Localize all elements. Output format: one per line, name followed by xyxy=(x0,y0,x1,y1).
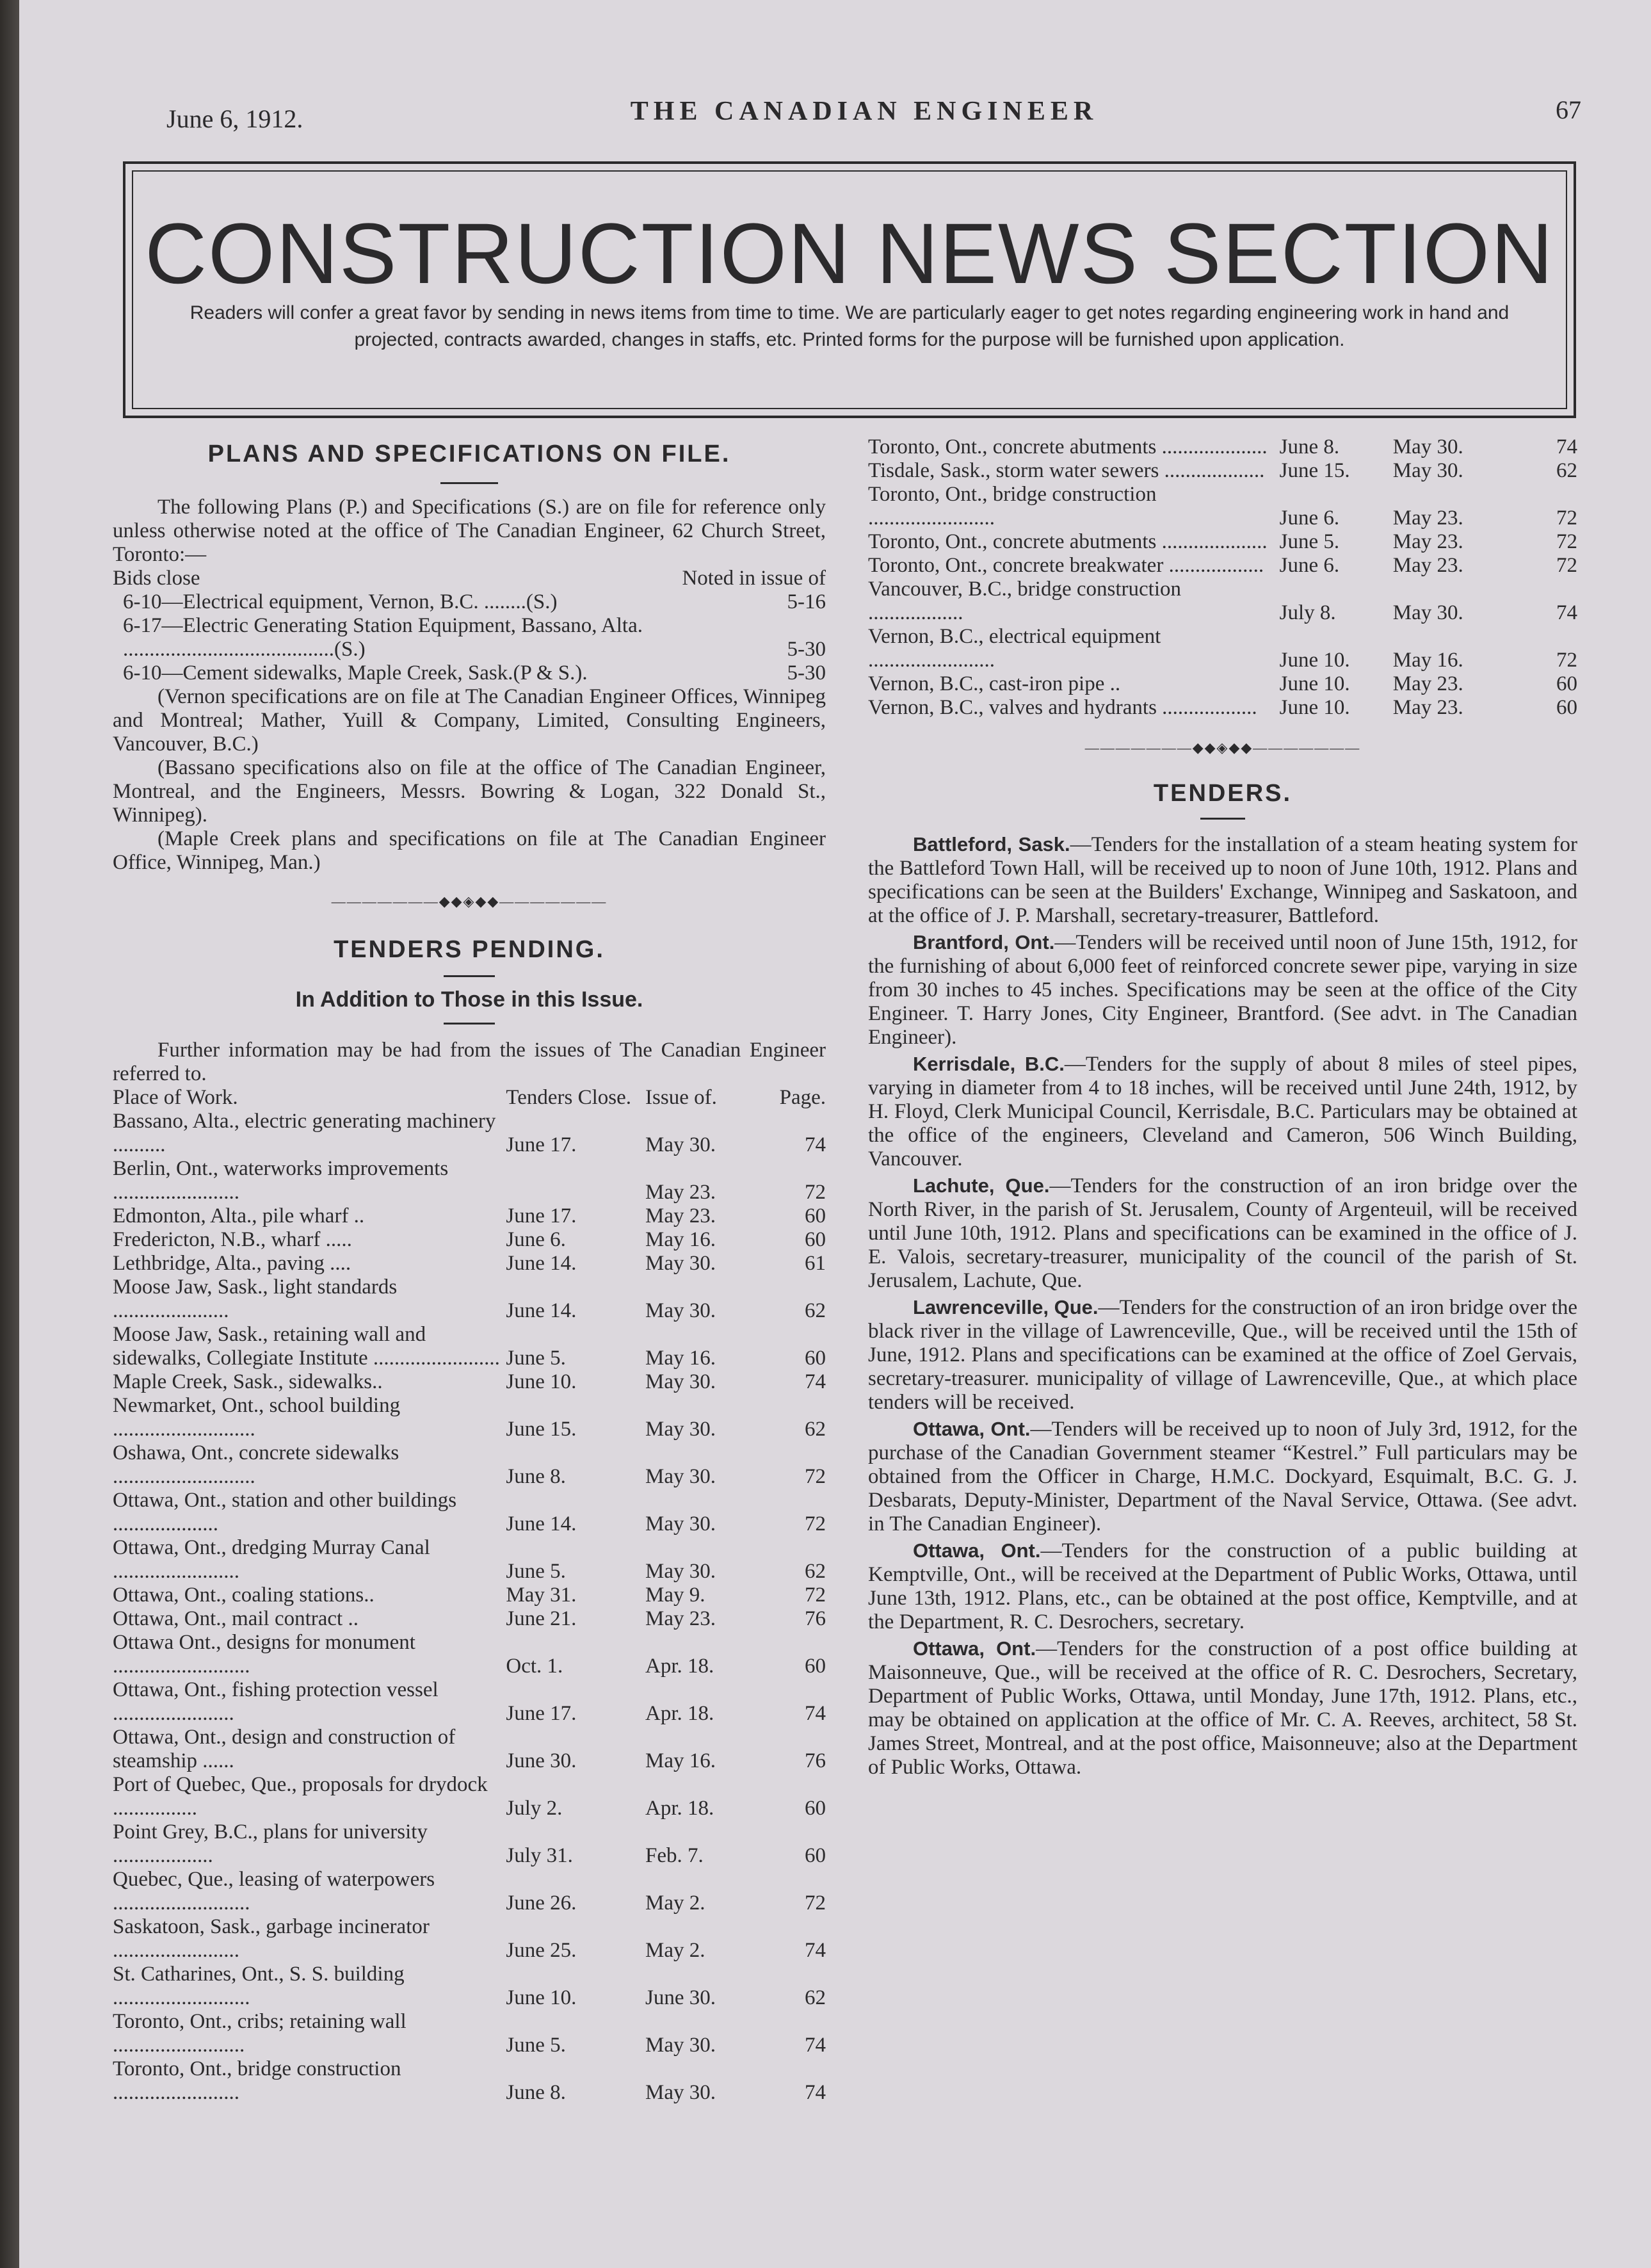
plan-item xyxy=(113,614,826,661)
cell-page: 72 xyxy=(805,1465,826,1488)
plan-item-issue: 5-30 xyxy=(787,661,826,684)
noted-label: Noted in issue of xyxy=(682,567,826,590)
cell-close: June 8. xyxy=(506,1465,566,1488)
plan-item xyxy=(113,590,826,614)
tender-place: Battleford, Sask. xyxy=(913,833,1070,855)
cell-place: Vernon, B.C., electrical equipment ........................ xyxy=(868,625,1161,672)
cell-place: Moose Jaw, Sask., retaining wall and sidewalks, Collegiate Institute ........................ xyxy=(113,1323,500,1370)
cell-page: 74 xyxy=(1556,435,1577,458)
cell-page: 60 xyxy=(805,1797,826,1820)
table-row xyxy=(868,578,1577,625)
cell-close: June 10. xyxy=(1279,649,1350,672)
cell-close: May 31. xyxy=(506,1584,577,1607)
cell-place: Berlin, Ont., waterworks improvements ........................ xyxy=(113,1157,449,1204)
table-row xyxy=(113,1228,826,1252)
cell-place: Toronto, Ont., concrete abutments .................... xyxy=(868,530,1268,553)
cell-page: 60 xyxy=(1556,672,1577,695)
cell-close: June 15. xyxy=(506,1418,577,1441)
tender-text: —Tenders will be received until noon of June 15th, 1912, for the furnishing of about 6,000 feet of reinforced concrete sewer pipe, varying in size from 30 inches to 45 inches. Specifications may be seen at the office of the City Engineer. T. Harry Jones, City Engineer, Brantford. (See advt. in The Canadian Engineer). xyxy=(868,931,1578,1049)
cell-place: Ottawa, Ont., mail contract .. xyxy=(113,1607,358,1630)
table-row xyxy=(113,1607,826,1631)
ornament-divider: ———————◆◆◈◆◆——————— xyxy=(331,893,608,909)
cell-close: Oct. 1. xyxy=(506,1655,563,1678)
tender-place: Kerrisdale, B.C. xyxy=(913,1053,1065,1075)
plan-note: (Bassano specifications also on file at the office of The Canadian Engineer, Montreal, and the Engineers, Messrs. Bowring & Logan, 322 Donald St., Winnipeg). xyxy=(113,756,826,827)
table-row xyxy=(868,625,1577,672)
tender-text: —Tenders for the construction of an iron bridge over the black river in the village of Lawrenceville, Que., will be received until the 15th of June, 1912. Plans and specifications can be examined at the office of Zoel Gervais, secretary-treasurer. municipality of village of Lawrenceville, Que., at which place tenders will be received. xyxy=(868,1296,1577,1414)
ornament-divider: ———————◆◆◈◆◆——————— xyxy=(1084,740,1361,756)
cell-page: 74 xyxy=(805,1370,826,1393)
cell-page: 60 xyxy=(805,1228,826,1251)
cell-page: 60 xyxy=(805,1844,826,1867)
cell-page: 76 xyxy=(805,1607,826,1630)
tenders-pending-table xyxy=(113,1086,826,2105)
table-row xyxy=(113,1252,826,1276)
table-row xyxy=(113,1773,826,1820)
cell-place: Vernon, B.C., valves and hydrants .................. xyxy=(868,696,1257,719)
tenders-pending-subheading: In Addition to Those in this Issue. xyxy=(295,987,643,1012)
table-row xyxy=(113,1489,826,1536)
cell-close: June 25. xyxy=(506,1939,577,1962)
table-row xyxy=(113,1441,826,1489)
cell-page: 62 xyxy=(805,1560,826,1583)
cell-close: June 6. xyxy=(506,1228,566,1251)
cell-page: 60 xyxy=(1556,696,1577,719)
header-date: June 6, 1912. xyxy=(166,104,303,133)
tender-text: —Tenders for the construction of an iron bridge over the North River, in the parish of St. Jerusalem, County of Argenteuil, will be received until June 10th, 1912. Plans and specifications can be examined in the office of J. E. Valois, secretary-treasurer, municipality of the council of the parish of St. Jerusalem, Lachute, Que. xyxy=(868,1174,1577,1292)
cell-place: Bassano, Alta., electric generating machinery .......... xyxy=(113,1110,496,1156)
cell-page: 61 xyxy=(805,1252,826,1275)
cell-page: 74 xyxy=(805,2034,826,2057)
cell-close: June 17. xyxy=(506,1133,577,1156)
cell-close: June 30. xyxy=(506,1749,577,1772)
cell-close: June 6. xyxy=(1279,506,1340,530)
cell-issue: May 30. xyxy=(645,1560,716,1583)
cell-close: June 14. xyxy=(506,1512,577,1535)
table-row xyxy=(113,1726,826,1773)
table-row xyxy=(868,459,1577,483)
left-column xyxy=(113,435,826,2105)
cell-issue: May 16. xyxy=(1392,649,1463,672)
cell-place: Ottawa Ont., designs for monument .......................... xyxy=(113,1631,415,1678)
section-title: CONSTRUCTION NEWS SECTION xyxy=(145,206,1554,302)
tender-place: Ottawa, Ont. xyxy=(913,1418,1031,1440)
cell-place: Toronto, Ont., bridge construction ........................ xyxy=(868,483,1157,530)
cell-place: Edmonton, Alta., pile wharf .. xyxy=(113,1204,365,1227)
table-row xyxy=(113,1868,826,1915)
table-row xyxy=(868,554,1577,578)
table-row xyxy=(113,1963,826,2010)
tender-place: Ottawa, Ont. xyxy=(913,1539,1041,1562)
tender-item xyxy=(868,832,1577,928)
table-header-row xyxy=(113,1086,826,1110)
cell-page: 72 xyxy=(1556,554,1577,577)
rule xyxy=(1200,818,1245,820)
plans-intro: The following Plans (P.) and Specifications (S.) are on file for reference only unless otherwise noted at the office of The Canadian Engineer, 62 Church Street, Toronto:— xyxy=(113,496,826,566)
cell-issue: May 30. xyxy=(645,1465,716,1488)
tenders-pending-intro: Further information may be had from the issues of The Canadian Engineer referred to. xyxy=(113,1039,826,1085)
cell-issue: May 30. xyxy=(645,1252,716,1275)
cell-issue: May 30. xyxy=(645,1512,716,1535)
table-row xyxy=(113,1820,826,1868)
cell-issue: May 16. xyxy=(645,1228,716,1251)
cell-issue: Apr. 18. xyxy=(645,1797,714,1820)
cell-issue: May 23. xyxy=(645,1204,716,1227)
tender-text: —Tenders for the supply of about 8 miles of steel pipes, varying in diameter from 4 to 18 inches, will be received until June 24th, 1912, by H. Floyd, Clerk Municipal Council, Kerrisdale, B.C. Particulars may be obtained at the office of the engineers, Cleveland and Cameron, 506 Winch Building, Vancouver. xyxy=(868,1053,1577,1170)
cell-page: 76 xyxy=(805,1749,826,1772)
bids-header xyxy=(113,567,826,590)
tenders-heading: TENDERS. xyxy=(1153,780,1293,807)
col-place-header: Place of Work. xyxy=(113,1086,238,1109)
cell-page: 72 xyxy=(1556,506,1577,530)
col-close-header: Tenders Close. xyxy=(506,1086,632,1109)
cell-page: 74 xyxy=(805,1702,826,1725)
cell-issue: May 30. xyxy=(1392,601,1463,624)
cell-place: Ottawa, Ont., fishing protection vessel ....................... xyxy=(113,1678,439,1725)
cell-issue: June 30. xyxy=(645,1986,716,2009)
cell-issue: May 30. xyxy=(645,1133,716,1156)
col-issue-header: Issue of. xyxy=(645,1086,717,1109)
table-row xyxy=(868,483,1577,530)
rule xyxy=(444,1023,495,1025)
cell-place: St. Catharines, Ont., S. S. building .......................... xyxy=(113,1963,405,2009)
table-row xyxy=(113,1584,826,1607)
tenders-pending-heading: TENDERS PENDING. xyxy=(334,936,605,963)
cell-place: Tisdale, Sask., storm water sewers ................... xyxy=(868,459,1265,482)
cell-page: 74 xyxy=(805,1939,826,1962)
cell-issue: May 30. xyxy=(645,1370,716,1393)
tender-place: Lachute, Que. xyxy=(913,1174,1050,1197)
tender-item xyxy=(868,1052,1577,1171)
tender-text: —Tenders for the installation of a steam heating system for the Battleford Town Hall, will be received up to noon of June 10th, 1912. Plans and specifications can be seen at the Builders' Exchange, Winnipeg and Saskatoon, and at the office of J. P. Marshall, secretary-treasurer, Battleford. xyxy=(868,833,1577,927)
cell-close: June 5. xyxy=(1279,530,1340,553)
cell-page: 74 xyxy=(805,1133,826,1156)
cell-issue: Apr. 18. xyxy=(645,1702,714,1725)
tender-item xyxy=(868,930,1577,1049)
cell-close: June 8. xyxy=(506,2081,566,2104)
rule xyxy=(440,482,498,484)
table-row xyxy=(113,1110,826,1157)
cell-place: Ottawa, Ont., design and construction of steamship ...... xyxy=(113,1726,456,1772)
cell-place: Maple Creek, Sask., sidewalks.. xyxy=(113,1370,383,1393)
cell-place: Quebec, Que., leasing of waterpowers .......................... xyxy=(113,1868,435,1915)
right-column xyxy=(868,435,1577,1782)
cell-place: Newmarket, Ont., school building ........................... xyxy=(113,1394,401,1441)
section-banner xyxy=(123,161,1576,418)
cell-place: Toronto, Ont., cribs; retaining wall ......................... xyxy=(113,2010,407,2057)
cell-close xyxy=(506,1157,631,1204)
cell-issue: May 16. xyxy=(645,1749,716,1772)
cell-issue: May 23. xyxy=(645,1607,716,1630)
cell-issue: May 23. xyxy=(1392,672,1463,695)
tender-item xyxy=(868,1539,1577,1634)
cell-close: July 31. xyxy=(506,1844,573,1867)
plan-item-text: 6-17—Electric Generating Station Equipment, Bassano, Alta. ........................................(S.) xyxy=(123,614,643,661)
cell-page: 72 xyxy=(805,1181,826,1204)
cell-close: June 5. xyxy=(506,1347,566,1370)
tender-text: —Tenders for the construction of a post office building at Maisonneuve, Que., will be received at the office of R. C. Desrochers, Secretary, Department of Public Works, Ottawa, until Monday, June 17th, 1912. Plans, etc., may be obtained on application at the office of Mr. C. A. Reeves, architect, 58 St. James Street, Montreal, and at the post office, Maisonneuve; also at the Department of Public Works, Ottawa. xyxy=(868,1637,1577,1779)
cell-close: June 14. xyxy=(506,1299,577,1322)
table-row xyxy=(868,530,1577,554)
cell-place: Oshawa, Ont., concrete sidewalks ........................... xyxy=(113,1441,399,1488)
plans-notes xyxy=(113,685,826,875)
bids-close-label: Bids close xyxy=(113,567,200,590)
journal-title: THE CANADIAN ENGINEER xyxy=(630,97,1099,126)
cell-page: 72 xyxy=(1556,530,1577,553)
cell-place: Port of Quebec, Que., proposals for drydock ................ xyxy=(113,1773,488,1820)
plan-item-issue: 5-30 xyxy=(787,638,826,661)
tender-item xyxy=(868,1637,1577,1779)
plan-item-text: 6-10—Electrical equipment, Vernon, B.C. ........(S.) xyxy=(123,590,558,613)
cell-place: Point Grey, B.C., plans for university ................... xyxy=(113,1820,428,1867)
plans-heading: PLANS AND SPECIFICATIONS ON FILE. xyxy=(207,441,731,467)
cell-close: June 17. xyxy=(506,1702,577,1725)
tender-place: Ottawa, Ont. xyxy=(913,1637,1036,1660)
col-page-header: Page. xyxy=(779,1086,826,1109)
plan-item-text: 6-10—Cement sidewalks, Maple Creek, Sask.(P & S.). xyxy=(123,661,588,684)
cell-page: 72 xyxy=(805,1891,826,1915)
cell-issue: May 23. xyxy=(645,1181,716,1204)
table-row xyxy=(113,1323,826,1370)
banner-inner-border xyxy=(132,170,1567,409)
table-row xyxy=(868,435,1577,459)
cell-issue: May 30. xyxy=(1392,435,1463,458)
cell-page: 72 xyxy=(1556,649,1577,672)
table-row xyxy=(113,1276,826,1323)
cell-close: June 17. xyxy=(506,1204,577,1227)
cell-close: June 15. xyxy=(1279,459,1350,482)
plan-note: (Maple Creek plans and specifications on file at The Canadian Engineer Office, Winnipeg, Man.) xyxy=(113,827,826,874)
table-row xyxy=(868,696,1577,720)
cell-place: Vernon, B.C., cast-iron pipe .. xyxy=(868,672,1121,695)
cell-page: 74 xyxy=(1556,601,1577,624)
cell-place: Toronto, Ont., concrete breakwater .................. xyxy=(868,554,1264,577)
cell-close: June 21. xyxy=(506,1607,577,1630)
cell-close: June 5. xyxy=(506,2034,566,2057)
cell-issue: May 23. xyxy=(1392,696,1463,719)
tenders-pending-table-continued xyxy=(868,435,1577,720)
page-number: 67 xyxy=(1556,95,1581,124)
cell-issue: May 30. xyxy=(645,1299,716,1322)
table-row xyxy=(113,1678,826,1726)
tender-text: —Tenders will be received up to noon of July 3rd, 1912, for the purchase of the Canadian Government steamer “Kestrel.” Full particulars may be obtained from the Officer in Charge, H.M.C. Dockyard, Esquimalt, B.C. G. J. Desbarats, Deputy-Minister, Department of the Naval Service, Ottawa. (See advt. in The Canadian Engineer). xyxy=(868,1418,1577,1535)
cell-close: July 2. xyxy=(506,1797,563,1820)
cell-close: June 10. xyxy=(506,1986,577,2009)
cell-page: 72 xyxy=(805,1512,826,1535)
tender-place: Brantford, Ont. xyxy=(913,931,1055,953)
tender-item xyxy=(868,1417,1577,1536)
cell-page: 60 xyxy=(805,1204,826,1227)
cell-place: Ottawa, Ont., dredging Murray Canal ........................ xyxy=(113,1536,430,1583)
tender-item xyxy=(868,1295,1577,1414)
cell-issue: May 23. xyxy=(1392,554,1463,577)
cell-close: July 8. xyxy=(1279,601,1336,624)
tender-text: —Tenders for the construction of a public building at Kemptville, Ont., will be received at the Department of Public Works, Ottawa, until June 13th, 1912. Plans, etc., can be obtained at the post office, Kemptville, and at the Department, R. C. Desrochers, secretary. xyxy=(868,1539,1577,1633)
tenders-list xyxy=(868,832,1577,1779)
cell-place: Ottawa, Ont., station and other buildings .................... xyxy=(113,1489,457,1535)
cell-close: June 14. xyxy=(506,1252,577,1275)
cell-page: 60 xyxy=(805,1347,826,1370)
table-row xyxy=(868,672,1577,696)
cell-close: June 10. xyxy=(1279,672,1350,695)
cell-close: June 10. xyxy=(506,1370,577,1393)
tender-item xyxy=(868,1174,1577,1293)
cell-place: Fredericton, N.B., wharf ..... xyxy=(113,1228,352,1251)
cell-issue: May 9. xyxy=(645,1584,705,1607)
cell-close: June 8. xyxy=(1279,435,1340,458)
table-row xyxy=(113,2057,826,2105)
table-row xyxy=(113,1204,826,1228)
cell-place: Saskatoon, Sask., garbage incinerator ........................ xyxy=(113,1915,430,1962)
cell-issue: May 23. xyxy=(1392,530,1463,553)
plans-list xyxy=(113,590,826,685)
table-row xyxy=(113,1370,826,1394)
plan-item xyxy=(113,661,826,685)
table-row xyxy=(113,1915,826,1963)
cell-page: 74 xyxy=(805,2081,826,2104)
cell-place: Toronto, Ont., concrete abutments .................... xyxy=(868,435,1268,458)
cell-place: Lethbridge, Alta., paving .... xyxy=(113,1252,351,1275)
table-row xyxy=(113,1157,826,1204)
plan-note: (Vernon specifications are on file at The Canadian Engineer Offices, Winnipeg and Montreal; Mather, Yuill & Company, Limited, Consulting Engineers, Vancouver, B.C.) xyxy=(113,685,826,756)
tender-place: Lawrenceville, Que. xyxy=(913,1296,1099,1318)
cell-issue: May 23. xyxy=(1392,506,1463,530)
cell-issue: May 2. xyxy=(645,1891,705,1915)
cell-page: 62 xyxy=(805,1986,826,2009)
plan-item-issue: 5-16 xyxy=(787,590,826,613)
table-row xyxy=(113,1536,826,1584)
page-header xyxy=(147,90,1581,134)
cell-close: June 26. xyxy=(506,1891,577,1915)
cell-issue: May 30. xyxy=(645,2034,716,2057)
cell-place: Vancouver, B.C., bridge construction .................. xyxy=(868,578,1181,624)
cell-close: June 5. xyxy=(506,1560,566,1583)
cell-page: 72 xyxy=(805,1584,826,1607)
cell-close: June 6. xyxy=(1279,554,1340,577)
table-row xyxy=(113,1394,826,1441)
banner-note: Readers will confer a great favor by sending in news items from time to time. We are particularly eager to get notes regarding engineering work in hand and projected, contracts awarded, changes in staffs, etc. Printed forms for the purpose will be furnished upon application. xyxy=(189,302,1510,350)
cell-issue: May 30. xyxy=(1392,459,1463,482)
cell-issue: Apr. 18. xyxy=(645,1655,714,1678)
rule xyxy=(444,975,495,977)
table-row xyxy=(113,1631,826,1678)
cell-page: 62 xyxy=(805,1418,826,1441)
cell-page: 62 xyxy=(805,1299,826,1322)
cell-page: 60 xyxy=(805,1655,826,1678)
cell-place: Toronto, Ont., bridge construction ........................ xyxy=(113,2057,401,2104)
cell-page: 62 xyxy=(1556,459,1577,482)
cell-issue: May 30. xyxy=(645,2081,716,2104)
table-row xyxy=(113,2010,826,2057)
cell-place: Moose Jaw, Sask., light standards ...................... xyxy=(113,1276,398,1322)
cell-issue: May 2. xyxy=(645,1939,705,1962)
cell-issue: Feb. 7. xyxy=(645,1844,704,1867)
cell-close: June 10. xyxy=(1279,696,1350,719)
cell-place: Ottawa, Ont., coaling stations.. xyxy=(113,1584,374,1607)
cell-issue: May 16. xyxy=(645,1347,716,1370)
cell-issue: May 30. xyxy=(645,1418,716,1441)
